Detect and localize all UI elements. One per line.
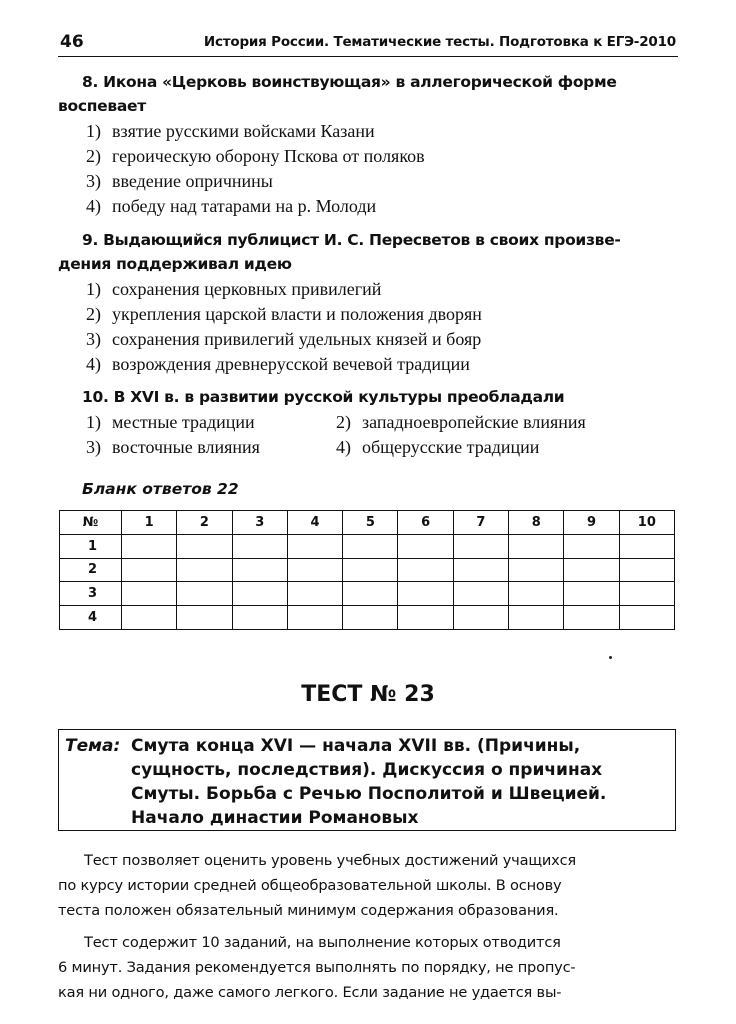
answer-cell[interactable] (177, 534, 232, 558)
answer-row (60, 606, 675, 630)
answer-cell[interactable] (619, 558, 674, 582)
row-label: 4 (60, 606, 122, 630)
answer-cell[interactable] (564, 534, 619, 558)
topic-line: Смута конца XVI — начала XVII вв. (Причины, (131, 736, 581, 756)
row-label: 3 (60, 582, 122, 606)
answer-cell[interactable] (564, 582, 619, 606)
header-cell: 5 (343, 511, 398, 535)
header-cell: 3 (232, 511, 287, 535)
question-8-title: 8. Икона «Церковь воинствующая» в аллегорической форме воспевает (58, 73, 617, 115)
answer-cell[interactable] (177, 582, 232, 606)
question-9-option-1: 1) сохранения церковных привилегий (86, 279, 382, 299)
answer-cell[interactable] (177, 558, 232, 582)
topic-label: Тема: (65, 736, 121, 756)
answer-cell[interactable] (453, 534, 508, 558)
question-9-option-4: 4) возрождения древнерусской вечевой традиции (86, 354, 470, 374)
question-8-option-2: 2) героическую оборону Пскова от поляков (86, 146, 425, 166)
test-title: ТЕСТ № 23 (301, 682, 435, 707)
question-9-title: 9. Выдающийся публицист И. С. Пересветов в своих произве- дения поддерживал идею (58, 231, 621, 273)
answer-row (60, 582, 675, 606)
answer-cell[interactable] (619, 606, 674, 630)
question-8-option-1: 1) взятие русскими войсками Казани (86, 121, 375, 141)
header-cell: 8 (509, 511, 564, 535)
topic-line: сущность, последствия). Дискуссия о причинах (131, 760, 603, 780)
answer-cell[interactable] (232, 606, 287, 630)
answer-cell[interactable] (287, 558, 342, 582)
topic-line: Начало династии Романовых (131, 808, 419, 828)
topic-box (58, 729, 676, 831)
page-number: 46 (60, 32, 84, 52)
answer-cell[interactable] (343, 558, 398, 582)
answer-cell[interactable] (343, 534, 398, 558)
question-10-option-3: 3) восточные влияния (86, 437, 260, 457)
paragraph-2: Тест содержит 10 заданий, на выполнение которых отводится 6 минут. Задания рекомендуется выполнять по порядку, не пропус- кая ни одного, даже самого легкого. Если задание не удается вы- (58, 934, 576, 1001)
answer-cell[interactable] (509, 534, 564, 558)
topic-line: Смуты. Борьба с Речью Посполитой и Швецией. (131, 784, 607, 804)
answer-cell[interactable] (343, 606, 398, 630)
question-10-option-4: 4) общерусские традиции (336, 437, 540, 457)
question-8-option-4: 4) победу над татарами на р. Молоди (86, 196, 377, 216)
answer-cell[interactable] (287, 606, 342, 630)
row-label: 2 (60, 558, 122, 582)
answer-cell[interactable] (343, 582, 398, 606)
header-cell: 10 (619, 511, 674, 535)
question-8-option-3: 3) введение опричнины (86, 171, 273, 191)
answer-cell[interactable] (619, 534, 674, 558)
answer-cell[interactable] (232, 582, 287, 606)
answer-cell[interactable] (509, 606, 564, 630)
answer-cell[interactable] (619, 582, 674, 606)
row-label: 1 (60, 534, 122, 558)
header-cell: 6 (398, 511, 453, 535)
answer-cell[interactable] (453, 558, 508, 582)
answer-cell[interactable] (398, 534, 453, 558)
answer-cell[interactable] (453, 606, 508, 630)
question-10-title: 10. В XVI в. в развитии русской культуры преобладали (82, 388, 565, 406)
answer-cell[interactable] (398, 606, 453, 630)
question-10-option-1: 1) местные традиции (86, 412, 255, 432)
answer-cell[interactable] (564, 558, 619, 582)
answer-cell[interactable] (232, 558, 287, 582)
answer-cell[interactable] (122, 582, 177, 606)
answer-cell[interactable] (122, 534, 177, 558)
answer-sheet-table (59, 510, 675, 630)
answer-sheet-title: Бланк ответов 22 (82, 480, 239, 498)
paragraph-1: Тест позволяет оценить уровень учебных достижений учащихся по курсу истории средней общеобразовательной школы. В основу теста положен обязательный минимум содержания образования. (58, 852, 576, 919)
answer-cell[interactable] (509, 558, 564, 582)
page-header (58, 30, 678, 57)
header-cell: 9 (564, 511, 619, 535)
question-9-option-2: 2) укрепления царской власти и положения дворян (86, 304, 482, 324)
answer-row (60, 558, 675, 582)
answer-cell[interactable] (453, 582, 508, 606)
answer-cell[interactable] (177, 606, 232, 630)
header-cell: 1 (122, 511, 177, 535)
question-10-option-2: 2) западноевропейские влияния (336, 412, 586, 432)
answer-row (60, 534, 675, 558)
header-cell: 4 (287, 511, 342, 535)
running-title: История России. Тематические тесты. Подготовка к ЕГЭ-2010 (203, 34, 676, 50)
answer-cell[interactable] (122, 606, 177, 630)
answer-cell[interactable] (287, 582, 342, 606)
answer-header-row (60, 511, 675, 535)
answer-cell[interactable] (287, 534, 342, 558)
print-speck (609, 656, 612, 659)
answer-cell[interactable] (509, 582, 564, 606)
answer-cell[interactable] (232, 534, 287, 558)
question-9-option-3: 3) сохранения привилегий удельных князей и бояр (86, 329, 482, 349)
answer-cell[interactable] (398, 582, 453, 606)
answer-cell[interactable] (564, 606, 619, 630)
answer-cell[interactable] (122, 558, 177, 582)
header-cell: 2 (177, 511, 232, 535)
header-cell-number-sign: № (60, 511, 122, 535)
header-cell: 7 (453, 511, 508, 535)
answer-cell[interactable] (398, 558, 453, 582)
